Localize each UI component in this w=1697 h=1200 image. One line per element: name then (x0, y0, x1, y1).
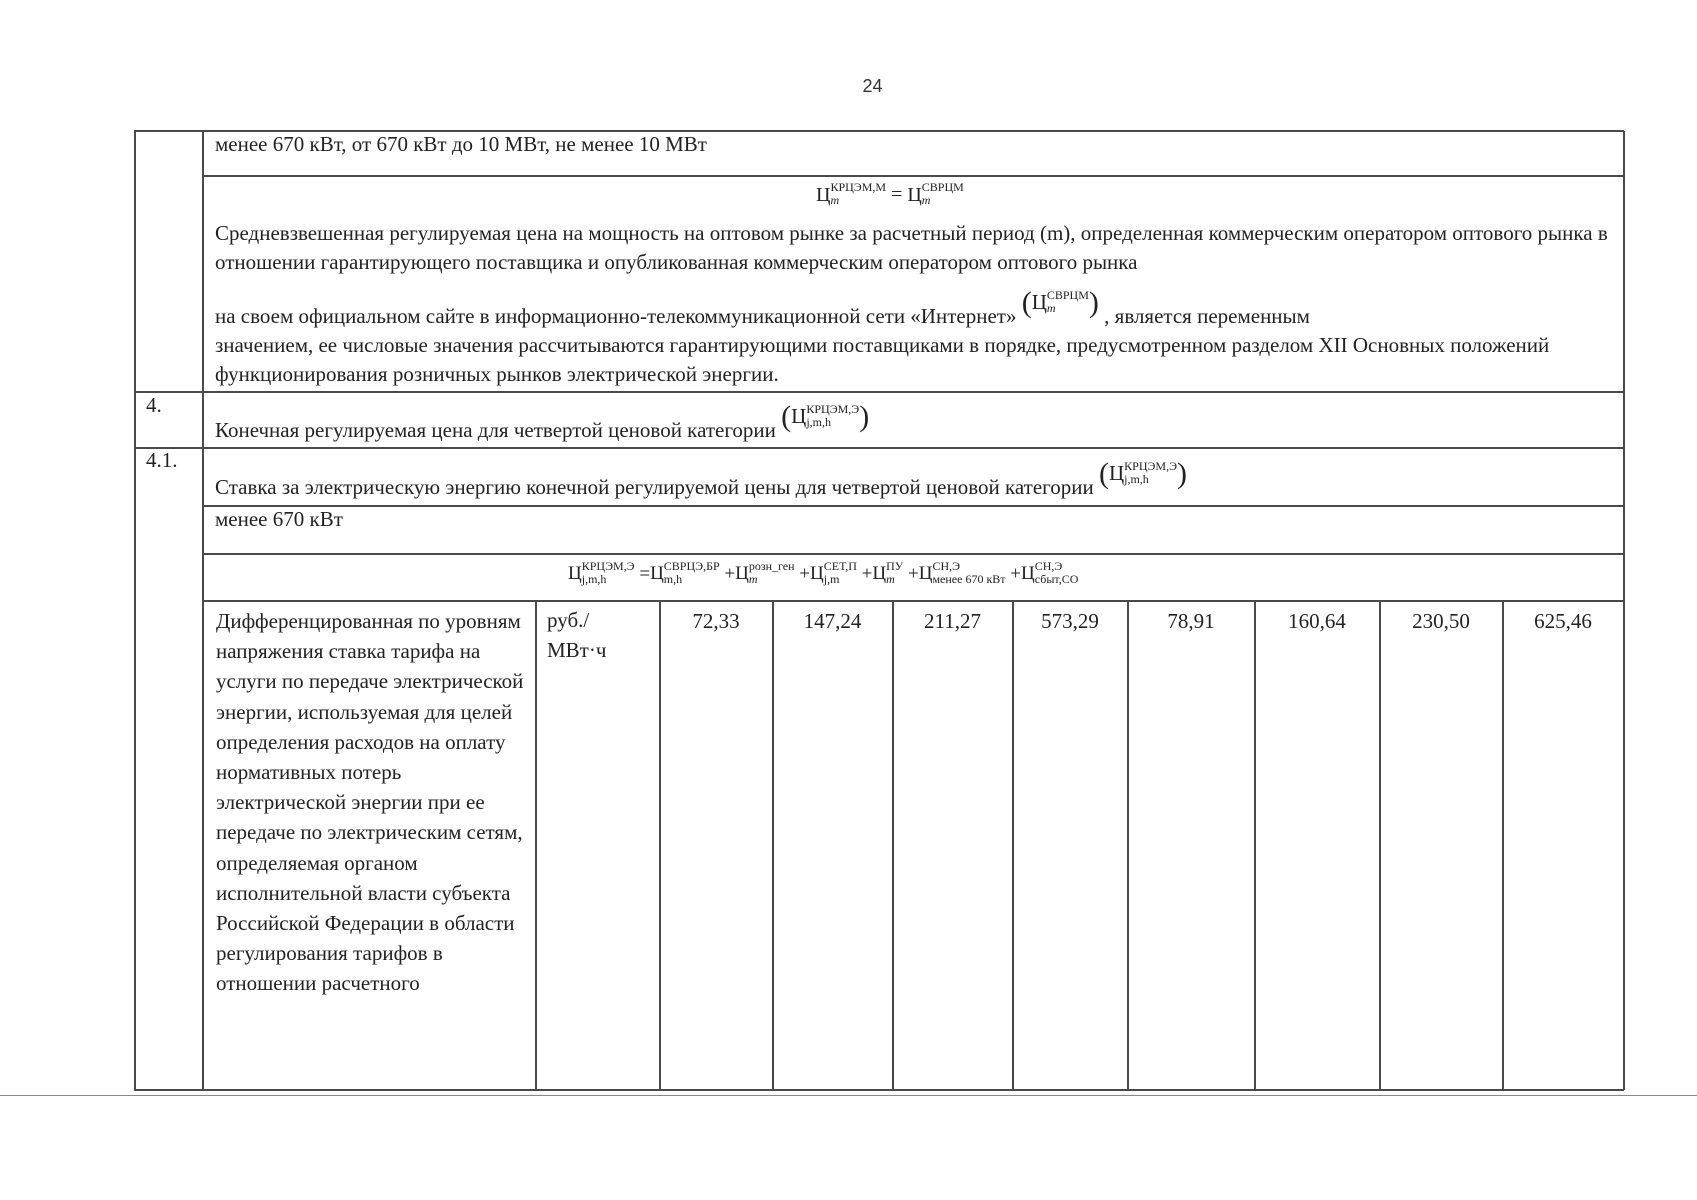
value-cell: 625,46 (1534, 609, 1592, 633)
formula-term: Ц СВРЦМ m (907, 180, 964, 207)
table-border-bottom (134, 1089, 1624, 1091)
row-divider (202, 505, 1624, 507)
row-divider (202, 553, 1624, 555)
column-divider (1012, 600, 1014, 1090)
row-divider (202, 600, 1624, 602)
value-cell: 573,29 (1041, 609, 1099, 633)
page-bottom-rule (0, 1095, 1697, 1096)
row-4-title: Конечная регулируемая цена для четвертой ценовой категории (Ц КРЦЭМ,Э j,m,h ) (215, 400, 870, 442)
formula-term: Ц КРЦЭМ,Э j,m,h (568, 559, 635, 586)
column-divider (1379, 600, 1381, 1090)
row-continuation-text: менее 670 кВт, от 670 кВт до 10 МВт, не менее 10 МВт (215, 132, 707, 156)
column-divider (1127, 600, 1129, 1090)
column-divider (659, 600, 661, 1090)
capacity-description: Средневзвешенная регулируемая цена на мощность на оптовом рынке за расчетный период (m), определенная коммерческим оператором оптового рынка в отношении гарантирующего поставщика и опубликованная коммерческим оператором оптового рынка (215, 221, 1608, 274)
formula-capacity-price: Ц КРЦЭМ,М m = Ц СВРЦМ m (816, 180, 964, 207)
formula-term: Ц КРЦЭМ,М m (816, 180, 887, 207)
formula-term: Ц СЕТ,П j,m (810, 559, 857, 586)
value-cell: 160,64 (1288, 609, 1346, 633)
page-number: 24 (862, 76, 883, 96)
symbol-krcem-e: (Ц КРЦЭМ,Э j,m,h ) (1098, 457, 1187, 490)
value-cell: 230,50 (1412, 609, 1470, 633)
value-cell: 78,91 (1167, 609, 1215, 633)
table-border-left (134, 131, 136, 1090)
formula-term: Ц СВРЦЭ,БР m,h (650, 559, 720, 586)
column-divider (1254, 600, 1256, 1090)
formula-energy-rate: Ц КРЦЭМ,Э j,m,h =Ц СВРЦЭ,БР m,h +Ц розн_ген m +Ц СЕТ,П j,m +Ц ПУ m +Ц СН,Э менее 670 кВт +Ц СН,Э сбыт,СО (568, 559, 1079, 586)
column-divider (892, 600, 894, 1090)
column-divider (1502, 600, 1504, 1090)
row-41-subtitle: менее 670 кВт (215, 507, 343, 531)
column-divider (535, 600, 537, 1090)
row-number: 4.1. (146, 448, 178, 472)
formula-term: Ц розн_ген m (735, 559, 795, 586)
unit-label: руб./ (547, 608, 590, 632)
formula-term: Ц ПУ m (872, 559, 904, 586)
row-divider (134, 447, 1624, 449)
formula-term: Ц СН,Э менее 670 кВт (918, 559, 1006, 586)
column-divider (772, 600, 774, 1090)
value-cell: 147,24 (803, 609, 862, 633)
row-number: 4. (146, 393, 162, 417)
unit-label: МВт·ч (547, 638, 607, 662)
capacity-description-end: значением, ее числовые значения рассчитываются гарантирующими поставщиками в порядке, предусмотренном разделом XII Основных положений функционирования розничных рынков электрической энергии. (215, 333, 1550, 386)
row-41-title: Ставка за электрическую энергию конечной регулируемой цены для четвертой ценовой категории (Ц КРЦЭМ,Э j,m,h ) (215, 457, 1187, 499)
capacity-description-line: на своем официальном сайте в информационно-телекоммуникационной сети «Интернет» (Ц СВРЦМ m ) , является переменным (215, 286, 1310, 328)
table-border-right (1623, 131, 1625, 1090)
row-divider (202, 175, 1624, 177)
symbol-svrcm: (Ц СВРЦМ m ) (1021, 286, 1099, 319)
row-divider (134, 391, 1624, 393)
data-row-description: Дифференцированная по уровням напряжения ставка тарифа на услуги по передаче электрической энергии, используемая для целей определения расходов на оплату нормативных потерь электрической энергии при ее передаче по электрическим сетям, определяемая органом исполнительной власти субъекта Российской Федерации в области регулирования тарифов в отношении расчетного (216, 609, 524, 996)
column-divider-number (202, 131, 204, 1090)
symbol-krcem-e: (Ц КРЦЭМ,Э j,m,h ) (781, 400, 870, 433)
formula-term: Ц СН,Э сбыт,СО (1021, 559, 1079, 586)
value-cell: 72,33 (692, 609, 740, 633)
value-cell: 211,27 (924, 609, 981, 633)
